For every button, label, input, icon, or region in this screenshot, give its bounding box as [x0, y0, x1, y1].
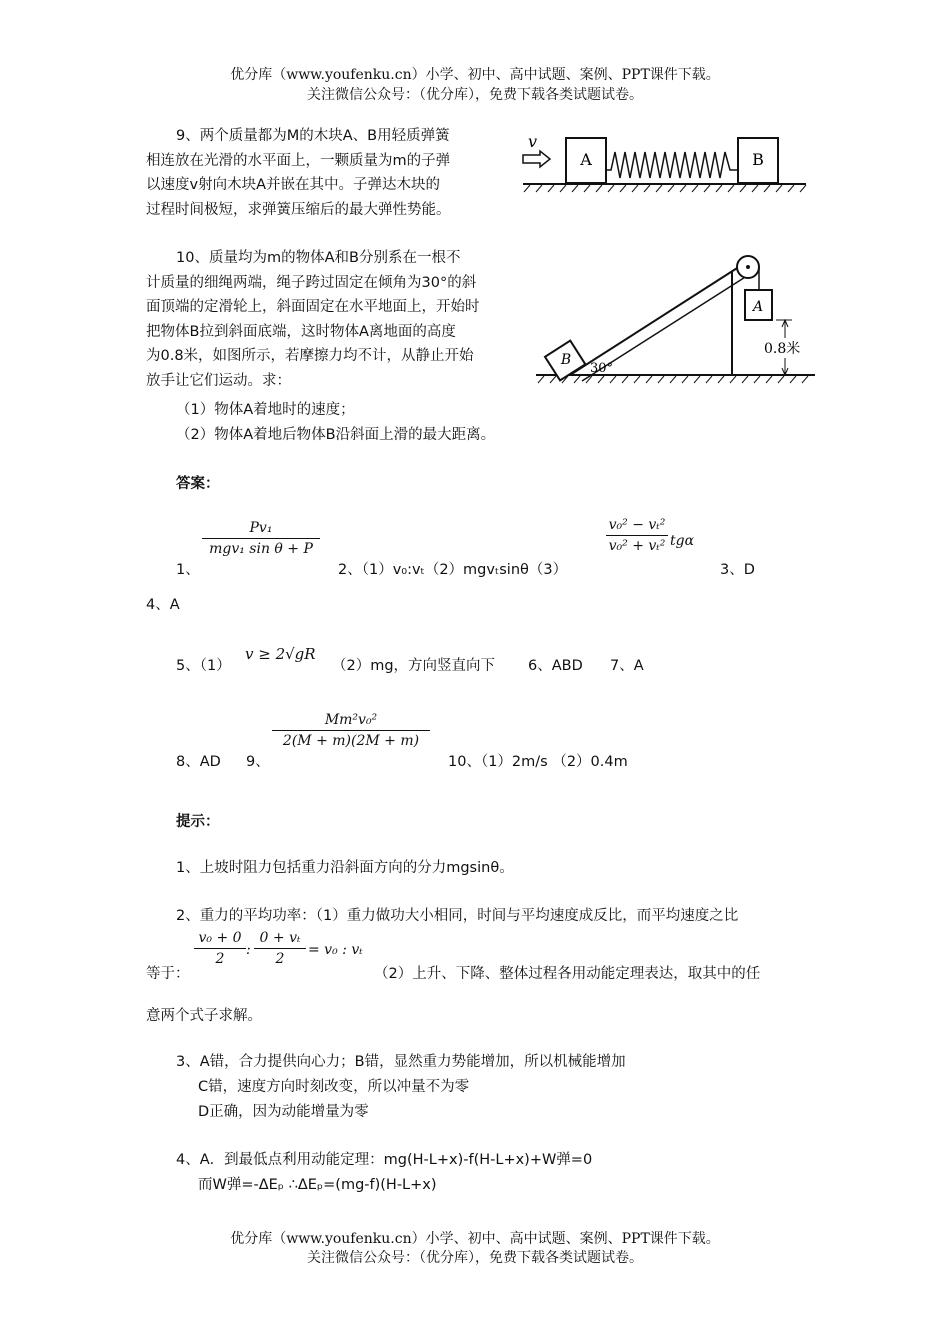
answer-1-label: 1、 [176, 562, 200, 578]
answer-9-label: 9、 [246, 754, 270, 770]
header-line-1: 优分库（www.youfenku.cn）小学、初中、高中试题、案例、PPT课件下载。 [230, 67, 720, 83]
q10-line: 计质量的细绳两端，绳子跨过固定在倾角为30°的斜 [146, 274, 477, 291]
incline-surface [570, 263, 745, 375]
answer-2-denominator: v₀² + vₜ² [608, 538, 666, 554]
question-9 [146, 124, 516, 222]
hint-2-f2-numerator: 0 + vₜ [259, 930, 301, 946]
hint-2-rest: （2）上升、下降、整体过程各用动能定理表达，取其中的任 [374, 966, 761, 982]
incline-pulley-figure [530, 240, 820, 385]
hint-2-colon: : [246, 942, 251, 958]
fraction-bar [202, 538, 320, 539]
q10-line: 面顶端的定滑轮上，斜面固定在水平地面上，开始时 [146, 299, 480, 315]
q10-line: 10、质量均为m的物体A和B分别系在一根不 [176, 250, 461, 266]
fraction-bar [606, 535, 668, 536]
q9-line: 以速度v射向木块A并嵌在其中。子弹达木块的 [146, 177, 440, 193]
answer-1-formula [202, 520, 320, 557]
question-10 [146, 246, 526, 393]
block-a-label: A [752, 299, 764, 315]
answer-9-formula [272, 712, 430, 749]
answer-7: 7、A [610, 658, 644, 674]
q10-line: 把物体B拉到斜面底端，这时物体A离地面的高度 [146, 323, 456, 340]
angle-label: 30° [590, 361, 614, 376]
answer-5-rest: （2）mg，方向竖直向下 [332, 658, 496, 674]
answers-title-text: 答案： [176, 476, 220, 492]
answer-8: 8、AD [176, 754, 221, 770]
fraction-bar [254, 948, 306, 949]
block-b-label: B [752, 150, 764, 169]
hint-2-f1-denominator: 2 [215, 951, 225, 967]
hints-title-text: 提示： [176, 814, 220, 830]
hint-1: 1、上坡时阻力包括重力沿斜面方向的分力mgsinθ。 [176, 860, 514, 876]
hint-2-prefix: 等于： [146, 966, 190, 982]
answer-1-denominator: mgv₁ sin θ + P [209, 541, 313, 557]
answer-5-formula: v ≥ 2√gR [245, 645, 316, 663]
hint-2-fraction-2 [254, 930, 306, 967]
hint-3-line-1: 3、A错，合力提供向心力；B错，显然重力势能增加，所以机械能增加 [176, 1054, 626, 1070]
answer-2-text: 2、（1）v₀:vₜ（2）mgvₜsinθ（3） [338, 562, 568, 578]
block-b-label: B [560, 352, 572, 368]
figure-label-v: v [528, 132, 538, 151]
answer-9-numerator: Mm²v₀² [324, 712, 378, 728]
answer-6: 6、ABD [528, 658, 583, 674]
hint-2-line-1: 2、重力的平均功率：（1）重力做功大小相同，时间与平均速度成反比，而平均速度之比 [176, 908, 739, 924]
q10-sub2: （2）物体A着地后物体B沿斜面上滑的最大距离。 [176, 427, 496, 443]
footer-line-2: 关注微信公众号：（优分库），免费下载各类试题试卷。 [307, 1250, 643, 1266]
hint-2-f1-numerator: v₀ + 0 [198, 930, 242, 946]
hint-2-result: = v₀ : vₜ [308, 942, 363, 958]
answer-9-denominator: 2(M + m)(2M + m) [282, 733, 420, 749]
answer-2-formula [606, 517, 668, 554]
q9-line: 9、两个质量都为M的木块A、B用轻质弹簧 [176, 128, 450, 144]
header-line-2: 关注微信公众号：（优分库），免费下载各类试题试卷。 [307, 87, 643, 103]
answer-10: 10、（1）2m/s （2）0.4m [448, 754, 628, 770]
ground-hatch [524, 185, 806, 192]
q9-line: 过程时间极短，求弹簧压缩后的最大弹性势能。 [146, 201, 451, 218]
q10-line: 为0.8米，如图所示，若摩擦力均不计，从静止开始 [146, 348, 474, 364]
block-a-label: A [580, 150, 592, 169]
pulley-axle [746, 265, 750, 269]
hint-2-f2-denominator: 2 [275, 951, 285, 967]
answer-1-numerator: Pv₁ [249, 520, 273, 536]
hint-3-line-3: D正确，因为动能增量为零 [198, 1104, 369, 1120]
ground-hatch [538, 376, 808, 383]
hints-title [176, 810, 220, 831]
hint-2-fraction-1 [194, 930, 246, 967]
spring [606, 152, 738, 178]
spring-block-figure [518, 125, 810, 200]
hint-4-line-2: 而W弹=-ΔEₚ ∴ΔEₚ=(mg-f)(H-L+x) [198, 1177, 437, 1193]
hint-2-line-3: 意两个式子求解。 [146, 1008, 262, 1024]
answer-3: 3、D [720, 562, 755, 578]
answers-title [176, 472, 220, 493]
q9-line: 相连放在光滑的水平面上，一颗质量为m的子弹 [146, 152, 451, 169]
fraction-bar [194, 948, 246, 949]
answer-2-numerator: v₀² − vₜ² [608, 517, 666, 533]
footer-line-1: 优分库（www.youfenku.cn）小学、初中、高中试题、案例、PPT课件下载。 [230, 1231, 720, 1247]
answer-5-label: 5、（1） [176, 658, 231, 674]
bullet-arrow-icon [523, 151, 550, 167]
hint-3-line-2: C错，速度方向时刻改变，所以冲量不为零 [198, 1079, 470, 1095]
answer-2-tail: tgα [670, 533, 695, 549]
answer-4: 4、A [146, 597, 180, 613]
q10-line: 放手让它们运动。求： [146, 372, 291, 389]
height-label: 0.8米 [764, 341, 801, 357]
hint-4-line-1: 4、A．到最低点利用动能定理：mg(H-L+x)-f(H-L+x)+W弹=0 [176, 1152, 593, 1168]
q10-sub1: （1）物体A着地时的速度； [176, 402, 355, 418]
fraction-bar [272, 730, 430, 731]
